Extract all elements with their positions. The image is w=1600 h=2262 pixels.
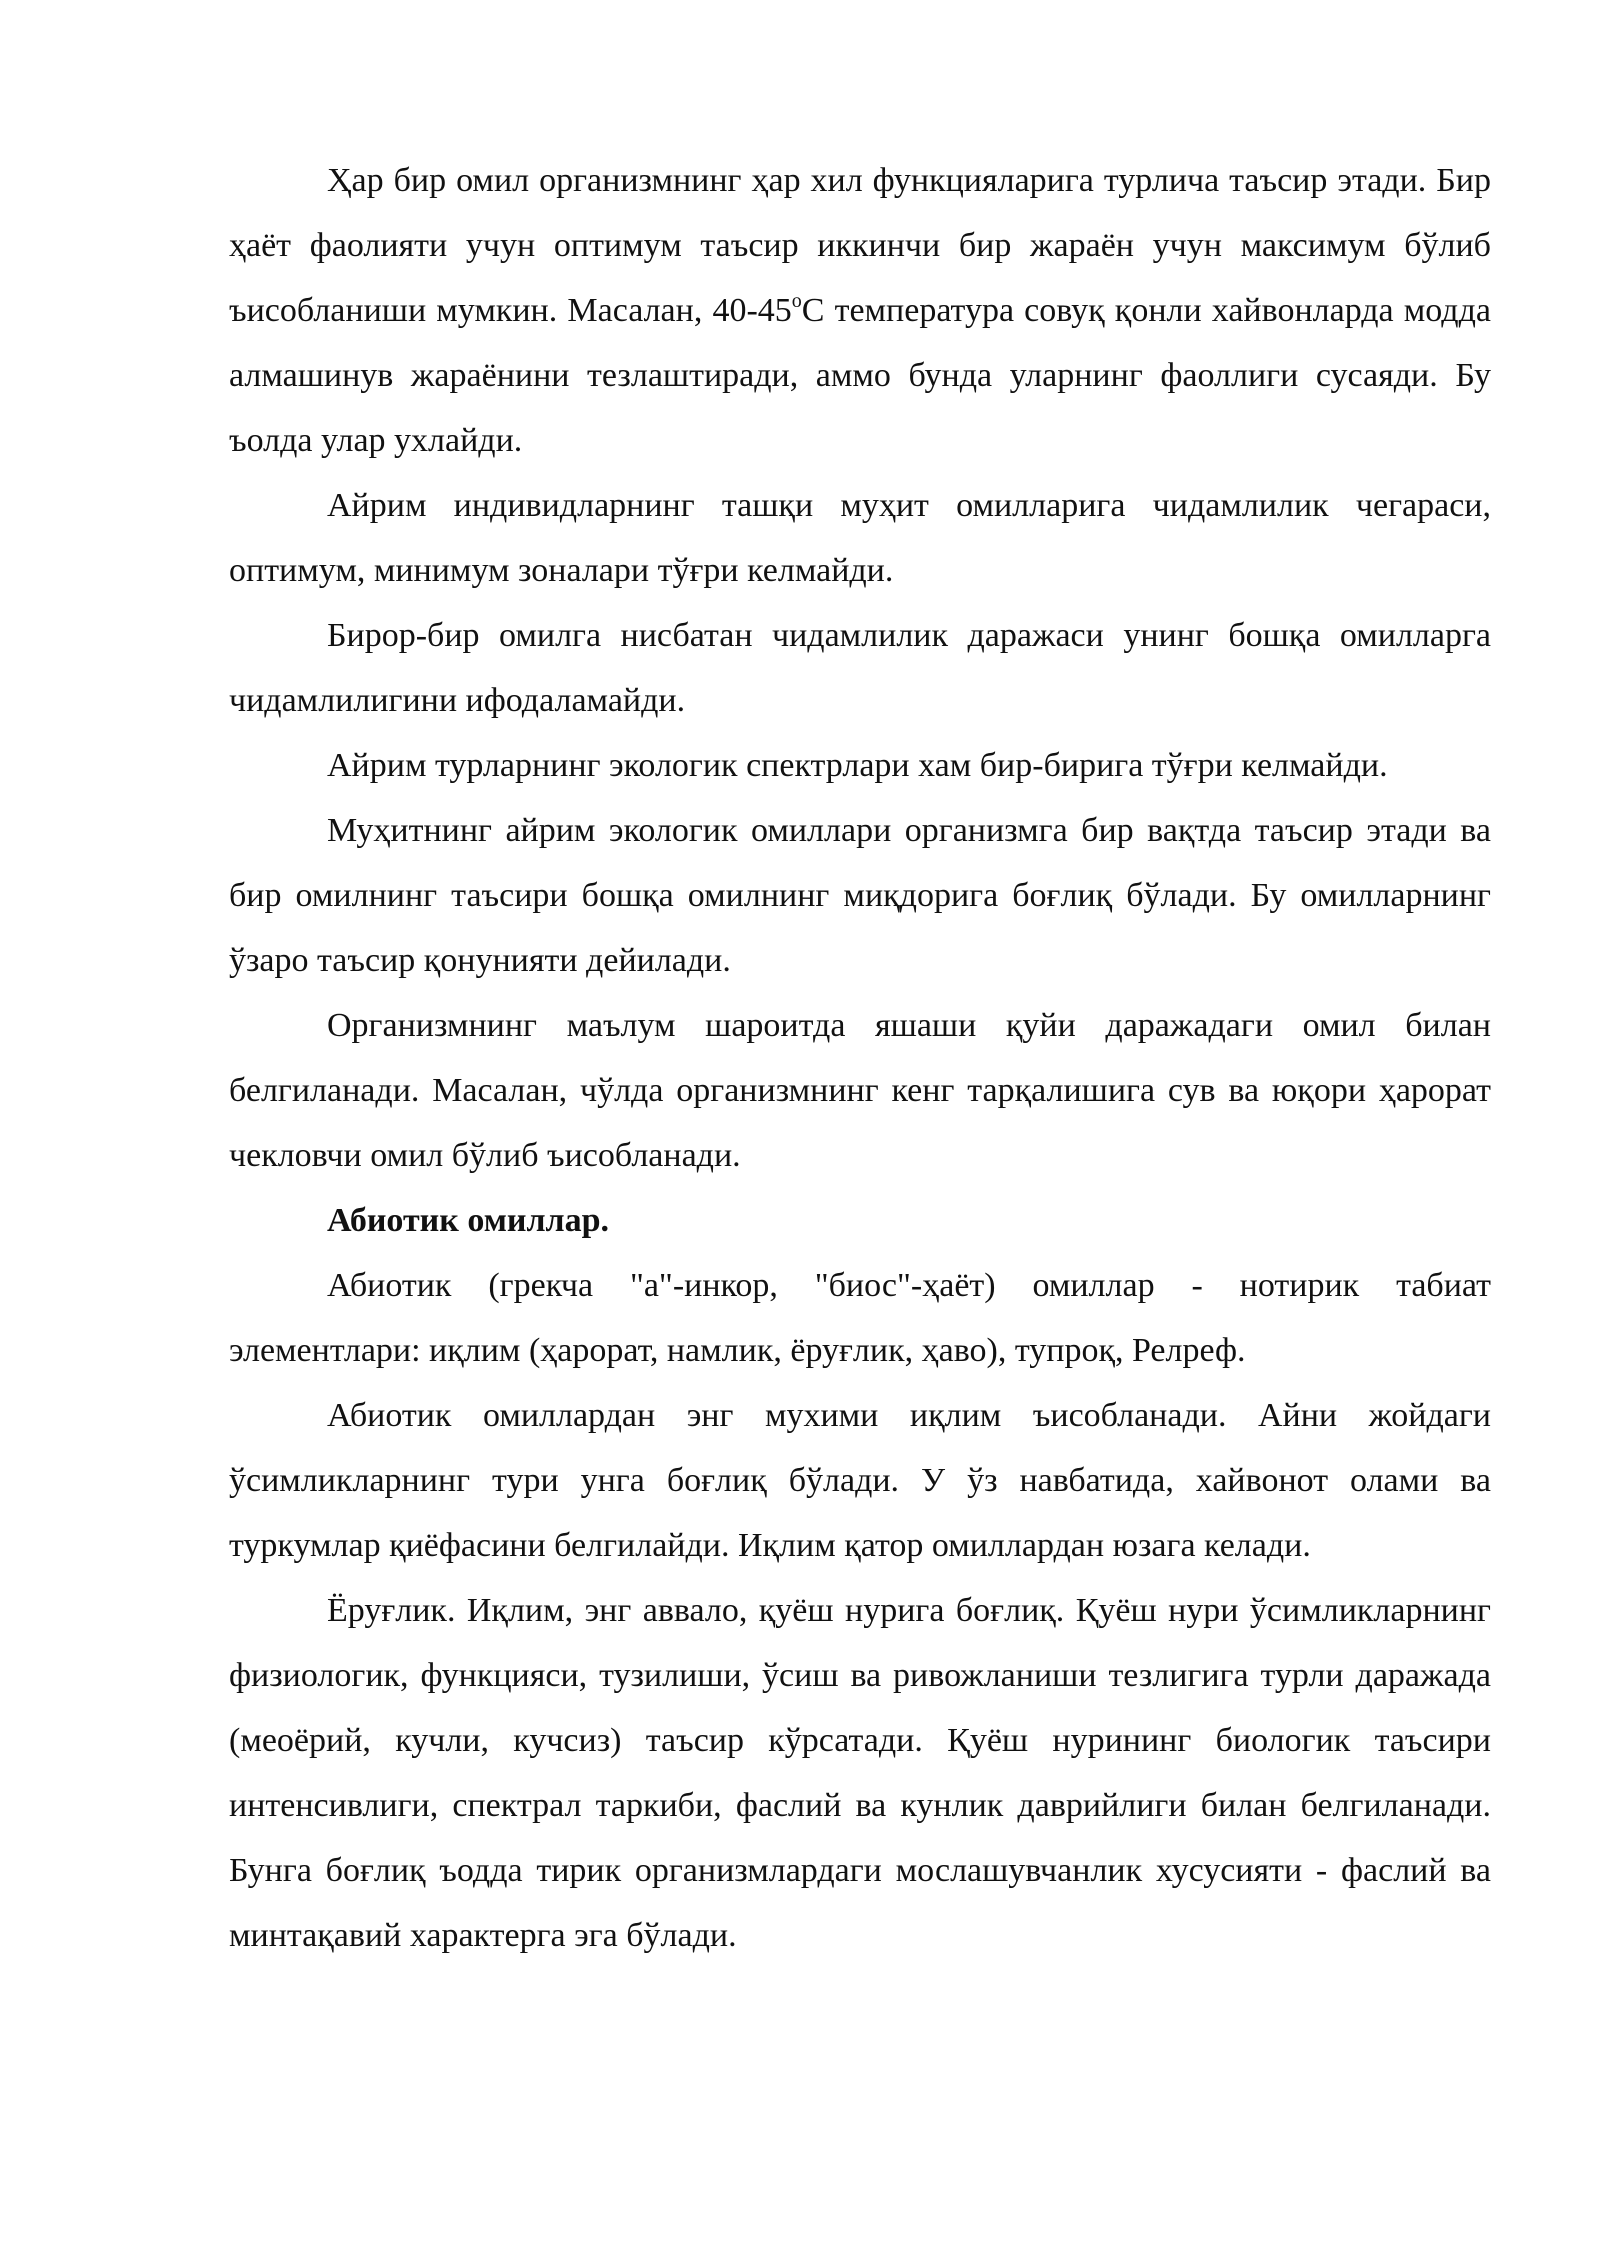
paragraph-1-text-continued: С температура совуқ қонли хайвонларда модда алмашинув жараёнини тезлаштиради, аммо бунда уларнинг фаоллиги сусаяди. Бу ъолда улар ухлайди. — [229, 292, 1491, 459]
paragraph-7: Абиотик (грекча "а"-инкор, "биос"-ҳаёт) омиллар - нотирик табиат элементлари: иқлим (ҳарорат, намлик, ёруғлик, ҳаво), тупроқ, Релреф. — [229, 1267, 1491, 1369]
paragraph-9: Ёруғлик. Иқлим, энг аввало, қуёш нурига боғлиқ. Қуёш нури ўсимликларнинг физиологик, функцияси, тузилиши, ўсиш ва ривожланиши тезлигига турли даражада (меоёрий, кучли, кучсиз) таъсир кўрсатади. Қуёш нурининг биологик таъсири интенсивлиги, спектрал таркиби, фаслий ва кунлик даврийлиги билан белгиланади. Бунга боғлиқ ъодда тирик организмлардаги мослашувчанлик хусусияти - фаслий ва минтақавий характерга эга бўлади. — [229, 1592, 1491, 1954]
paragraph-2: Айрим индивидларнинг ташқи муҳит омилларига чидамлилик чегараси, оптимум, минимум зоналари тўғри келмайди. — [229, 487, 1491, 589]
document-page — [229, 148, 1491, 1968]
paragraph-5: Муҳитнинг айрим экологик омиллари организмга бир вақтда таъсир этади ва бир омилнинг таъсири бошқа омилнинг миқдорига боғлиқ бўлади. Бу омилларнинг ўзаро таъсир қонунияти дейилади. — [229, 812, 1491, 979]
paragraph-1 — [229, 148, 1491, 473]
paragraph-6: Организмнинг маълум шароитда яшаши қуйи даражадаги омил билан белгиланади. Масалан, чўлда организмнинг кенг тарқалишига сув ва юқори ҳарорат чекловчи омил бўлиб ъисобланади. — [229, 1007, 1491, 1174]
paragraph-4: Айрим турларнинг экологик спектрлари хам бир-бирига тўғри келмайди. — [327, 747, 1388, 784]
degree-superscript: о — [791, 290, 802, 312]
section-heading: Абиотик омиллар. — [327, 1202, 610, 1239]
paragraph-3: Бирор-бир омилга нисбатан чидамлилик даражаси унинг бошқа омилларга чидамлилигини ифодаламайди. — [229, 617, 1491, 719]
paragraph-8: Абиотик омиллардан энг мухими иқлим ъисобланади. Айни жойдаги ўсимликларнинг тури унга боғлиқ бўлади. У ўз навбатида, хайвонот олами ва туркумлар қиёфасини белгилайди. Иқлим қатор омиллардан юзага келади. — [229, 1397, 1491, 1564]
paragraph-1-text: Ҳар бир омил организмнинг ҳар хил функцияларига турлича таъсир этади. Бир ҳаёт фаолияти учун оптимум таъсир иккинчи бир жараён учун максимум бўлиб ъисобланиши мумкин. Масалан, 40-45 — [229, 162, 1491, 329]
